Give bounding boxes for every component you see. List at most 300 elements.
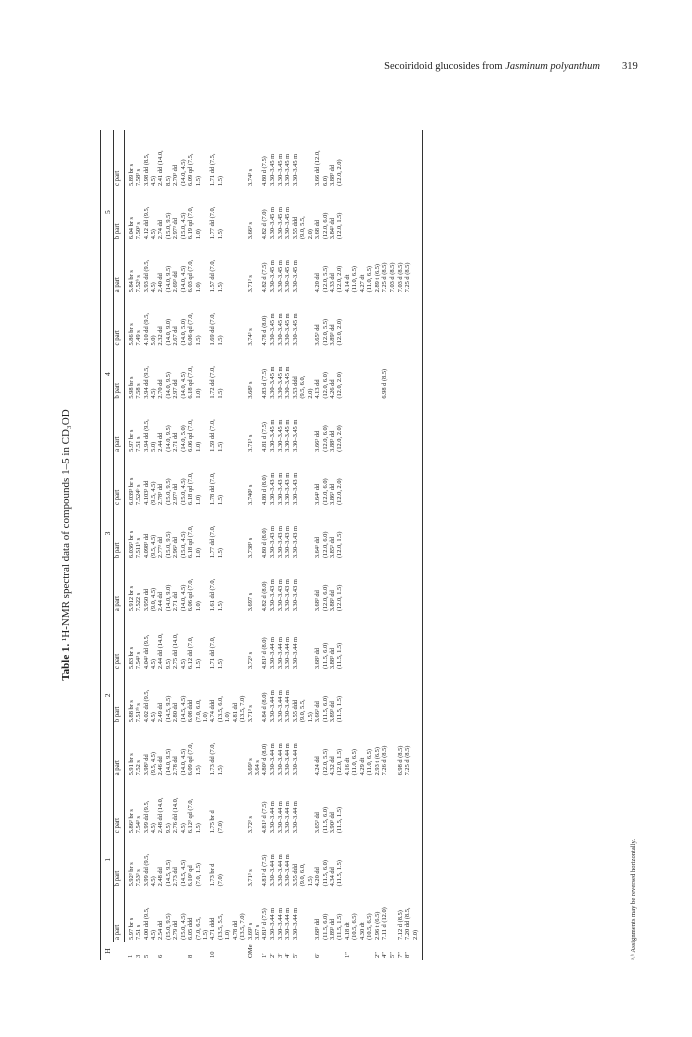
part-header: a part xyxy=(113,241,124,294)
shift-cell xyxy=(344,835,374,888)
shift-cell: 4.71 ddd (13.5, 5.5, 1.0) 4.78 dd (13.5, 7.0) xyxy=(209,913,247,940)
shift-cell: 3.30–3.43 m xyxy=(291,579,299,612)
shift-cell: 5.86³ br s xyxy=(127,809,135,834)
table-row xyxy=(261,130,269,960)
table-row xyxy=(381,130,389,960)
shift-cell: 3.30–3.44 m xyxy=(284,907,292,940)
shift-cell: 5.84 br s xyxy=(127,270,135,293)
shift-cell: 3.30–3.44 m xyxy=(269,743,277,776)
shift-cell: 3.740³ s xyxy=(246,484,254,505)
shift-cell: 3.71³ s xyxy=(246,705,254,723)
shift-cell: 3.30–3.44 m xyxy=(291,743,299,776)
proton-label: 6 xyxy=(157,954,165,958)
shift-cell: 3.66³ dd (11.5, 6.0) 3.89³ dd (11.5, 1.5) xyxy=(314,695,344,723)
shift-cell: 3.30–3.45 m xyxy=(269,153,277,187)
proton-label: 1 xyxy=(127,954,135,958)
shift-cell: 7.49 s xyxy=(134,330,142,346)
shift-cell: 7.58 s xyxy=(134,383,142,399)
shift-cell xyxy=(381,294,389,347)
shift-cell: 3.30–3.45 m xyxy=(291,260,299,293)
shift-cell: 7.03 d (8.5) xyxy=(388,262,396,293)
shift-cell: 3.30–3.44 m xyxy=(276,907,284,940)
shift-cell: 3.30–3.45 m xyxy=(269,313,277,346)
shift-cell: 2.54 dd (15.0, 9.5) 2.79 dd (15.0, 4.5) xyxy=(157,913,187,940)
shift-cell: 5.88 br s xyxy=(127,700,135,723)
shift-cell: 6.98 d (8.5) xyxy=(396,745,404,776)
shift-cell: 1.71 dd (7.5, 1.5) xyxy=(209,153,224,187)
table-caption-text: ¹H-NMR spectral data of compounds 1–5 in CD₃OD xyxy=(60,409,72,644)
shift-cell: 5.91 br s xyxy=(127,753,135,776)
table-row xyxy=(135,130,143,960)
shift-cell: 2.44 dd (14.0, 9.5) 2.75 dd (14.0, 4.5) xyxy=(157,633,187,670)
shift-cell xyxy=(374,130,382,188)
shift-cell: 3.72³ s xyxy=(246,651,254,670)
shift-cell: 4.83 d (7.5) xyxy=(261,368,269,399)
part-header: a part xyxy=(113,401,124,454)
shift-cell: 3.30–3.43 m xyxy=(284,525,292,559)
shift-cell: 4.24 dd (12.0, 5.5) 4.32 dd (12.0, 1.5) xyxy=(314,748,344,776)
shift-cell xyxy=(404,507,422,560)
shift-cell: 7.11 d (12.0) xyxy=(381,907,389,940)
shift-cell: 4.81 d (7.5) xyxy=(261,421,269,452)
shift-cell: 6.18 qd (7.0, 1.0) xyxy=(187,366,202,399)
shift-cell xyxy=(344,401,374,454)
shift-cell xyxy=(344,671,374,724)
shift-cell: 3.30–3.45 m xyxy=(284,207,292,240)
shift-cell: 4.12 dd (9.5, 4.5) xyxy=(142,206,158,240)
shift-cell: 3.30–3.44 m xyxy=(284,690,292,723)
shift-cell xyxy=(381,507,389,560)
shift-cell: 3.30–3.44 m xyxy=(269,636,277,670)
proton-label: 5′ xyxy=(291,953,299,958)
shift-cell: 4.10 dd (9.5, 5.0) xyxy=(142,313,158,346)
proton-label: 3 xyxy=(134,954,142,958)
shift-cell xyxy=(344,560,374,613)
table-row xyxy=(284,130,292,960)
shift-cell: 3.30–3.45 m xyxy=(276,260,284,293)
shift-cell: 6.10³ qd (7.0, 1.5) xyxy=(187,862,202,887)
shift-cell xyxy=(404,835,422,888)
shift-cell: 6.18 qd (7.0, 1.0) xyxy=(187,525,202,559)
shift-cell: 2.44 dd (14.0, 9.0) 2.71 dd (14.0, 4.5) xyxy=(157,584,187,612)
shift-cell: 7.50³ s xyxy=(134,222,142,240)
shift-cell: 3.30–3.45 m xyxy=(291,419,299,452)
shift-cell: 5.89 br s xyxy=(127,163,135,187)
shift-cell xyxy=(381,454,389,507)
proton-label: 5 xyxy=(142,954,150,958)
compound-header: 4 xyxy=(101,294,114,453)
shift-cell: 4.81³ d (7.5) xyxy=(261,801,269,834)
compound-header: 2 xyxy=(101,613,114,777)
table-row xyxy=(374,130,382,960)
shift-cell: 6.19 qd (7.0, 1.0) xyxy=(187,206,202,240)
shift-cell: 4.82 d (7.0) xyxy=(261,209,269,240)
page-number: 319 xyxy=(622,61,638,72)
table-row xyxy=(397,130,405,960)
shift-cell: 5.97 br s xyxy=(127,917,135,940)
shift-cell: 3.64³ dd (12.0, 6.0) 3.85³ dd (12.0, 1.5) xyxy=(314,531,344,559)
shift-cell: 3.30–3.45 m xyxy=(284,153,292,187)
shift-cell xyxy=(389,560,397,613)
table-row xyxy=(277,130,285,960)
shift-cell: 4.13 dd (12.0, 6.0) 4.26 dd (12.0, 2.0) xyxy=(314,372,344,399)
shift-cell: 3.99 dd (9.5, 4.5) xyxy=(142,853,158,887)
shift-cell: 7.511ᵇ s xyxy=(134,537,142,559)
shift-cell xyxy=(397,835,405,888)
part-header: b part xyxy=(113,507,124,560)
compound-header: 3 xyxy=(101,454,114,613)
shift-cell: 3.66³ s xyxy=(246,222,254,240)
shift-cell: 4.82 d (7.5) xyxy=(261,262,269,293)
shift-cell: 4.84 d (8.0) xyxy=(261,692,269,723)
shift-cell: 3.30–3.43 m xyxy=(284,579,292,612)
shift-cell: 3.30–3.44 m xyxy=(276,801,284,834)
shift-cell: 3.30–3.45 m xyxy=(269,366,277,399)
shift-cell: 3.30–3.44 m xyxy=(291,907,299,940)
shift-cell: 4.82 d (8.0) xyxy=(261,581,269,612)
shift-cell xyxy=(389,454,397,507)
shift-cell: 3.30–3.43 m xyxy=(269,472,277,505)
shift-cell xyxy=(344,294,374,347)
shift-cell: 1.75 br d (7.0) xyxy=(209,810,224,834)
shift-cell xyxy=(381,130,389,188)
shift-cell: 6.039³ br s xyxy=(127,477,135,505)
shift-cell xyxy=(374,188,382,241)
shift-cell xyxy=(389,777,397,835)
table-body xyxy=(124,130,422,960)
table-row xyxy=(292,130,314,960)
shift-cell: 2.49 dd (14.5, 9.5) 2.80 dd (14.5, 4.5) xyxy=(157,695,187,723)
shift-cell: 7.25 d (8.5) xyxy=(404,241,422,294)
shift-cell: 2.74 dd (15.0, 9.5) 2.97³ dd (15.0, 4.5) xyxy=(157,212,187,240)
shift-cell: 3.697 s xyxy=(246,592,254,612)
shift-cell: 5.86 br s xyxy=(127,323,135,346)
shift-cell: 3.74³ s xyxy=(246,328,254,346)
shift-cell xyxy=(389,348,397,401)
proton-label: 10 xyxy=(209,951,217,958)
proton-label: 2″ xyxy=(373,951,381,958)
proton-label: 8 xyxy=(187,954,195,958)
proton-label: 4″ xyxy=(381,951,389,958)
shift-cell xyxy=(389,130,397,188)
shift-cell: 1.71 dd (7.0, 1.5) xyxy=(209,636,224,670)
shift-cell: 1.72 dd (7.0, 1.5) xyxy=(209,366,224,399)
proton-label: 4′ xyxy=(284,953,292,958)
shift-cell: 3.30–3.45 m xyxy=(284,366,292,399)
shift-cell: 7.20 dd (8.5, 2.0) xyxy=(404,888,422,942)
shift-cell xyxy=(374,835,382,888)
compound-header-row xyxy=(101,130,114,960)
shift-cell: 3.30–3.45 m xyxy=(276,153,284,187)
shift-cell: 4.20 dd (11.5, 6.0) 4.34 dd (11.5, 1.5) xyxy=(314,860,344,887)
shift-cell xyxy=(389,401,397,454)
shift-cell: 3.66³ dd (12.0, 6.0) 3.88³ dd (12.0, 2.0) xyxy=(314,425,344,452)
proton-column-header: H xyxy=(101,942,125,960)
shift-cell xyxy=(374,777,382,835)
shift-cell xyxy=(397,671,405,724)
shift-cell: 3.30–3.43 m xyxy=(284,472,292,505)
shift-cell: 2.77³ dd (15.0, 9.5) 2.96³ dd (15.0, 4.5) xyxy=(157,531,187,559)
shift-cell: 1.73 dd (7.0, 1.5) xyxy=(209,742,224,776)
shift-cell xyxy=(344,507,374,560)
shift-cell: 7.52ᵇ s xyxy=(134,275,142,293)
shift-cell: 3.68³ dd (11.5, 6.0) 3.89³ dd (11.5, 1.5) xyxy=(314,913,344,940)
shift-cell xyxy=(404,188,422,241)
shift-cell xyxy=(374,613,382,671)
shift-cell: 3.30–3.45 m xyxy=(276,366,284,399)
shift-cell: 3.69³ s 3.67 s xyxy=(246,922,261,940)
shift-cell: 7.51 s xyxy=(134,924,142,940)
shift-cell: 3.30–3.44 m xyxy=(284,854,292,887)
shift-cell: 3.30–3.45 m xyxy=(276,207,284,240)
shift-cell: 3.30–3.45 m xyxy=(269,207,277,240)
shift-cell: 3.68³ dd (12.0, 6.0) 3.88³ dd (12.0, 1.5) xyxy=(314,584,344,612)
shift-cell: 4.103³ dd (9.5, 4.5) xyxy=(142,480,158,505)
shift-cell: 2.78³ dd (15.0, 9.5) 2.97³ dd (15.0, 4.5) xyxy=(157,478,187,505)
shift-cell: 6.036³ br s xyxy=(127,530,135,559)
shift-cell: 4.81³ d (8.0) xyxy=(261,637,269,670)
shift-cell: 5.98 br s xyxy=(127,376,135,399)
shift-cell: 3.30–3.45 m xyxy=(276,419,284,452)
shift-cell xyxy=(404,130,422,188)
shift-cell xyxy=(404,671,422,724)
shift-cell xyxy=(344,613,374,671)
part-header: a part xyxy=(113,888,124,942)
shift-cell xyxy=(389,507,397,560)
shift-cell: 5.92³ br s xyxy=(127,862,135,887)
shift-cell: 7.51³ᵇ s xyxy=(134,703,142,723)
shift-cell: 4.16 dt (11.0, 6.5) 4.29 dt (11.0, 6.5) xyxy=(343,749,374,776)
shift-cell: 3.30–3.45 m xyxy=(284,419,292,452)
proton-label: 8″ xyxy=(404,942,422,960)
shift-cell: 1.77 dd (7.0, 1.5) xyxy=(209,206,224,240)
part-header: c part xyxy=(113,613,124,671)
shift-cell: 7.52 s xyxy=(134,760,142,776)
shift-cell xyxy=(389,835,397,888)
shift-cell: 1.78 dd (7.0, 1.5) xyxy=(209,472,224,505)
shift-cell xyxy=(389,188,397,241)
shift-cell: 4.80 d (8.0) xyxy=(261,528,269,559)
shift-cell: 3.66 dd (12.0, 6.0) 3.88³ dd (12.0, 2.0) xyxy=(314,150,344,187)
shift-cell: 7.54³ s xyxy=(134,651,142,670)
running-head-text: Secoiridoid glucosides from xyxy=(384,61,506,72)
shift-cell: 1.73 br d (7.0) xyxy=(209,863,224,887)
shift-cell: 3.30–3.43 m xyxy=(291,472,299,505)
shift-cell xyxy=(397,348,405,401)
shift-cell: 4.00 dd (9.5, 4.5) xyxy=(142,907,158,940)
proton-label: 5″ xyxy=(388,951,396,958)
shift-cell: 2.32 dd (14.0, 9.0) 2.67 dd (14.0, 5.0) xyxy=(157,318,187,346)
shift-cell: 3.71³ s xyxy=(246,434,254,452)
shift-cell xyxy=(381,777,389,835)
shift-cell: 7.25 d (8.5) xyxy=(381,262,389,293)
table-caption xyxy=(60,130,72,960)
shift-cell: 5.912 br s xyxy=(127,585,135,612)
shift-cell: 3.68³ dd (11.5, 6.0) 3.88³ dd (11.5, 1.5) xyxy=(314,642,344,670)
shift-cell: 7.54³ s xyxy=(134,816,142,834)
shift-cell: 3.30–3.45 m xyxy=(291,153,299,187)
shift-cell: 7.58³ s xyxy=(134,168,142,187)
shift-cell: 4.80 d (8.0) xyxy=(261,475,269,505)
shift-cell: 4.81³ d (7.5) xyxy=(261,854,269,887)
table-footnote: ᵃ˒ᵇ Assignments may be reversed horizontally. xyxy=(630,839,637,960)
shift-cell xyxy=(397,613,405,671)
nmr-data-table xyxy=(100,130,423,960)
shift-cell: 6.08 ddd (7.0, 6.0, 1.0) xyxy=(187,699,209,723)
shift-cell: 3.30–3.44 m xyxy=(269,854,277,887)
proton-label: 6′ xyxy=(314,953,322,958)
shift-cell xyxy=(374,348,382,401)
shift-cell xyxy=(404,294,422,347)
shift-cell: 3.30–3.44 m xyxy=(276,854,284,887)
shift-cell xyxy=(381,188,389,241)
part-header: c part xyxy=(113,294,124,347)
shift-cell: 3.30–3.45 m xyxy=(284,313,292,346)
shift-cell: 2.41 dd (14.0, 8.5) 2.70³ dd (14.0, 4.5) xyxy=(157,150,187,187)
shift-cell: 1.59 dd (7.0, 1.5) xyxy=(209,419,224,452)
shift-cell: 2.40 dd (14.0, 9.5) 2.69³ dd (14.0, 4.5) xyxy=(157,265,187,293)
shift-cell xyxy=(404,777,422,835)
shift-cell xyxy=(389,671,397,724)
shift-cell: 7.25 d (8.5) xyxy=(404,724,422,777)
shift-cell: 3.55 ddd (9.0, 5.5, 1.5) xyxy=(291,699,314,723)
shift-cell: 4.74 ddd (13.5, 6.0, 1.0) 4.81 dd (13.5, 7.0) xyxy=(209,695,247,723)
shift-cell: 3.71³ s xyxy=(246,869,254,887)
shift-cell: 3.950 dd (9.0, 4.5) xyxy=(142,587,158,612)
shift-cell xyxy=(374,507,382,560)
shift-cell xyxy=(381,613,389,671)
part-header-row xyxy=(113,130,124,960)
shift-cell: 3.30–3.45 m xyxy=(291,313,299,346)
shift-cell: 3.68 dd (12.0, 6.0) 3.84³ dd (12.0, 1.5) xyxy=(314,212,344,240)
part-header: b part xyxy=(113,348,124,401)
table-row xyxy=(187,130,209,960)
shift-cell: 1.69 dd (7.0, 1.5) xyxy=(209,313,224,346)
shift-cell: 3.98 dd (8.5, 4.5) xyxy=(142,153,158,187)
shift-cell: 3.30–3.44 m xyxy=(276,743,284,776)
shift-cell: 3.30–3.44 m xyxy=(284,636,292,670)
shift-cell: 2.96 t (6.5) xyxy=(373,911,381,940)
shift-cell xyxy=(374,454,382,507)
shift-cell xyxy=(381,401,389,454)
shift-cell: 3.64³ dd (12.0, 6.0) 3.86³ dd (12.0, 2.0) xyxy=(314,478,344,505)
shift-cell: 7.53³ s xyxy=(134,869,142,887)
shift-cell: 5.83 br s xyxy=(127,646,135,670)
shift-cell: 3.30–3.44 m xyxy=(291,801,299,834)
shift-cell xyxy=(389,724,397,777)
shift-cell: 5.97 br s xyxy=(127,429,135,452)
table-row xyxy=(209,130,246,960)
shift-cell xyxy=(381,560,389,613)
shift-cell xyxy=(397,401,405,454)
shift-cell: 3.30–3.45 m xyxy=(269,419,277,452)
shift-cell xyxy=(397,188,405,241)
shift-cell: 3.738³ s xyxy=(246,537,254,559)
shift-cell: 3.55 ddd (9.0, 5.5, 2.0) xyxy=(291,216,314,240)
shift-cell: 4.04³ dd (9.5, 4.5) xyxy=(142,634,158,670)
shift-cell: 4.80³ d (8.0) xyxy=(261,743,269,776)
shift-cell xyxy=(374,401,382,454)
shift-cell xyxy=(397,454,405,507)
shift-cell xyxy=(389,888,397,942)
part-header: b part xyxy=(113,835,124,888)
shift-cell xyxy=(381,671,389,724)
table-row xyxy=(124,130,135,960)
shift-cell: 6.05 ddd (7.0, 6.5, 1.5) xyxy=(187,917,209,940)
shift-cell: 2.93 t (6.5) xyxy=(373,747,381,776)
shift-cell: 3.98³ dd (9.5, 4.5) xyxy=(142,751,158,776)
shift-cell xyxy=(404,348,422,401)
shift-cell xyxy=(344,130,374,188)
shift-cell xyxy=(344,454,374,507)
shift-cell: 6.04 br s xyxy=(127,216,135,240)
table-row xyxy=(269,130,277,960)
shift-cell: 3.93 dd (9.5, 4.5) xyxy=(142,259,158,293)
shift-cell: 1.57 dd (7.0, 1.5) xyxy=(209,259,224,293)
shift-cell: 2.46 dd (14.0, 9.5) 2.78 dd (14.0, 4.5) xyxy=(157,748,187,776)
table-caption-label: Table 1. xyxy=(60,643,72,681)
shift-cell: 6.18 qd (7.0, 1.0) xyxy=(187,472,202,505)
shift-cell: 6.98 d (8.5) xyxy=(381,368,389,399)
shift-cell: 4.14 dt (11.0, 6.5) 4.27 dt (11.0, 6.5) xyxy=(343,265,374,293)
table-row xyxy=(247,130,262,960)
shift-cell: 3.65³ dd (11.5, 6.0) 3.90³ dd (11.5, 1.5) xyxy=(314,806,344,834)
shift-cell: 3.30–3.43 m xyxy=(276,472,284,505)
shift-cell: 3.30–3.44 m xyxy=(284,743,292,776)
shift-cell: 7.26 d (8.5) xyxy=(381,745,389,776)
shift-cell: 6.12 dd (7.0, 1.5) xyxy=(187,636,202,670)
shift-cell: 6.06 qd (7.0, 1.5) xyxy=(187,313,202,346)
table-row xyxy=(404,130,422,960)
proton-label: 1′ xyxy=(261,953,269,958)
shift-cell xyxy=(344,188,374,241)
table-row xyxy=(389,130,397,960)
shift-cell: 3.55 ddd (9.0, 6.0, 1.5) xyxy=(291,863,314,887)
shift-cell: 3.30–3.44 m xyxy=(276,636,284,670)
shift-cell: 3.30–3.44 m xyxy=(276,690,284,723)
shift-cell: 3.69³ s 3.64 s xyxy=(246,758,261,776)
shift-cell: 3.30–3.45 m xyxy=(284,260,292,293)
shift-cell: 3.30–3.44 m xyxy=(269,907,277,940)
shift-cell: 4.81³ d (7.5) xyxy=(261,908,269,940)
shift-cell: 6.09 qd (7.5, 1.5) xyxy=(187,153,202,187)
shift-cell: 3.30–3.43 m xyxy=(269,525,277,559)
shift-cell: 3.30–3.45 m xyxy=(276,313,284,346)
shift-cell: 1.61 dd (7.0, 1.5) xyxy=(209,578,224,612)
shift-cell: 4.02 dd (9.5, 4.5) xyxy=(142,689,158,723)
shift-cell: 3.72³ s xyxy=(246,816,254,834)
shift-cell: 4.78 d (8.0) xyxy=(261,315,269,346)
proton-label: 7″ xyxy=(396,951,404,958)
shift-cell: 7.524ᵇ s xyxy=(134,484,142,505)
shift-cell: 3.30–3.43 m xyxy=(291,525,299,559)
shift-cell: 3.74³ s xyxy=(246,168,254,187)
compound-header: 1 xyxy=(101,777,114,942)
shift-cell: 2.48 dd (14.5, 9.5) 2.73 dd (14.5, 4.5) xyxy=(157,859,187,887)
proton-label: 2′ xyxy=(269,953,277,958)
shift-cell xyxy=(381,835,389,888)
shift-cell: 3.65³ dd (12.0, 5.5) 3.89³ dd (12.0, 2.0) xyxy=(314,318,344,346)
proton-label: OMe xyxy=(246,944,254,958)
shift-cell: 6.03 qd (7.0, 1.0) xyxy=(187,259,202,293)
shift-cell: 3.68³ s xyxy=(246,381,254,399)
part-header: c part xyxy=(113,454,124,507)
shift-cell: 7.03 d (8.5) xyxy=(396,262,404,293)
shift-cell xyxy=(404,401,422,454)
shift-cell xyxy=(397,777,405,835)
shift-cell: 2.44 dd (14.0, 9.5) 2.71 dd (14.0, 5.0) xyxy=(157,425,187,452)
part-header: c part xyxy=(113,130,124,188)
